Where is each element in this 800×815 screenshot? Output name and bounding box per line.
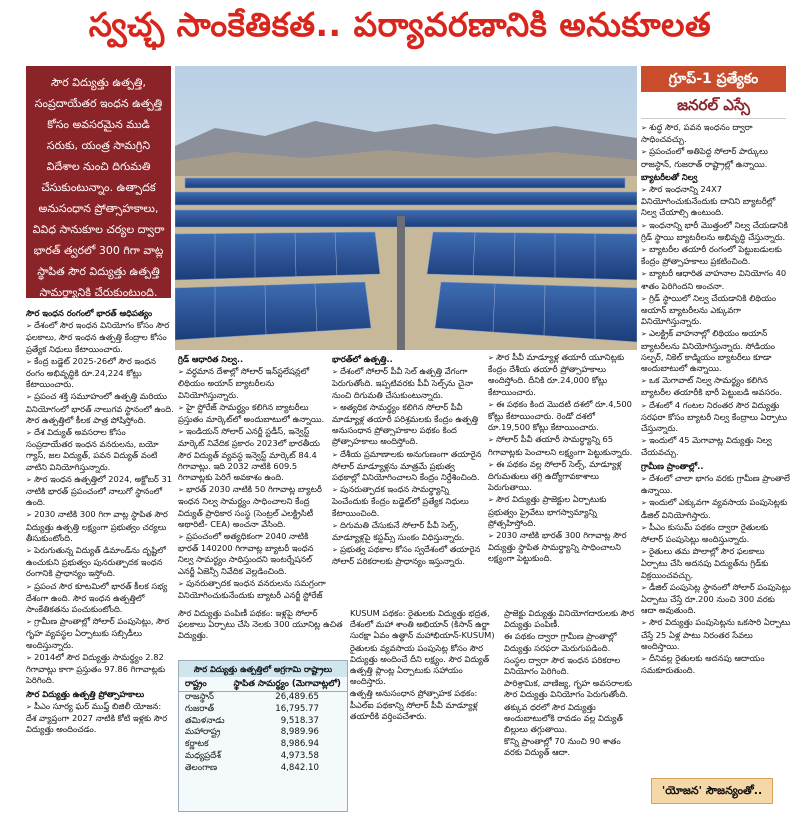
column-subheading: సౌర ఇంధన రంగంలో భారత్ ఆధిపత్యం xyxy=(26,308,153,318)
list-item: ఈ పథకం ద్వారా గ్రామీణ ప్రాంతాల్లో విద్యుత్తు సరఫరా మెరుగుపడింది. xyxy=(504,631,617,653)
table-title: సౌర విద్యుత్తు ఉత్పత్తిలో అగ్రగామి రాష్ట్రాలు xyxy=(179,661,347,677)
list-item: ➢ సోలార్ పీవీ తయారీ సామర్థ్యాన్ని 65 గిగావాట్లకు పెంచాలని లక్ష్యంగా పెట్టుకున్నారు. xyxy=(488,434,638,457)
list-item: ➢ శుద్ధ సౌర, పవన ఇంధనం ద్వారా సాధించవచ్చు. xyxy=(641,122,791,145)
list-item: ➢ గ్రిడ్ స్థాయిలో నిల్వ చేయడానికి లిథియం అయాన్ బ్యాటరీలను ఎక్కువగా వినియోగిస్తున్నారు. xyxy=(641,293,791,328)
list-item: ➢ సౌర విద్యుత్తు ప్రాజెక్టుల ఏర్పాటుకు ప్రభుత్వం ప్రైవేటు భాగస్వామ్యాన్ని ప్రోత్సహిస్తోంది. xyxy=(488,494,638,529)
list-item: ➢ ప్రపంచ సౌర కూటమిలో భారత్ కీలక సభ్య దేశంగా ఉంది. సౌర ఇంధన ఉత్పత్తిలో సాంకేతికతను పంచుకుంటోంది. xyxy=(26,581,174,616)
column-5 xyxy=(641,122,791,787)
column-subheading: భారత్‌లో ఉత్పత్తి.. xyxy=(332,354,393,364)
list-item: ➢ ప్రపంచంలో అతిపెద్ద సోలార్ పార్కులు రాజస్థాన్, గుజరాత్ రాష్ట్రాల్లో ఉన్నాయి. xyxy=(641,146,791,169)
list-item: ➢ అత్యధిక సామర్థ్యం కలిగిన సోలార్ పీవీ మాడ్యూళ్ల తయారీ పరిశ్రమలకు కేంద్రం ఉత్పత్తి అనుసంధాన ప్రోత్సాహకాల పథకం కింద ప్రోత్సాహకాలు అందిస్తోంది. xyxy=(332,402,484,448)
list-item: ➢ దేశంలో చాలా భాగం వరకు గ్రామీణ ప్రాంతాలే ఉన్నాయి. xyxy=(641,473,791,496)
section-tag xyxy=(641,66,786,118)
column-3 xyxy=(332,352,484,602)
list-item: ➢ సౌర ఇంధన ఉత్పత్తిలో 2024, అక్టోబర్ 31 నాటికి భారత్ ప్రపంచంలో నాలుగో స్థానంలో ఉంది. xyxy=(26,474,174,509)
table-row xyxy=(179,716,347,728)
table-cell-value: 8,986.94 xyxy=(280,739,319,750)
list-item: ➢ ఇంధనాన్ని భారీ మొత్తంలో నిల్వ చేయడానికి గ్రిడ్ స్థాయి బ్యాటరీలను అభివృద్ధి చేస్తున్నారు. xyxy=(641,220,791,243)
list-item: ➢ దేశ విద్యుత్ అవసరాల కోసం సంప్రదాయేతర ఇంధన వనరులను, బయో గ్యాస్, జల విద్యుత్, పవన విద్యుత్ వంటి వాటిని వినియోగిస్తున్నారు. xyxy=(26,427,174,473)
table-row xyxy=(179,763,347,775)
list-item: రైతులకు వ్యవసాయ పంపుసెట్ల కోసం సౌర విద్యుత్తు అందించే దీని లక్ష్యం. సౌర విద్యుత్ ఉత్పత్తి ప్లాంట్ల ఏర్పాటుకు సహాయం అందిస్తారు. xyxy=(350,642,490,687)
list-item: ➢ గ్రామీణ ప్రాంతాల్లో సోలార్ పంపుసెట్లు, సౌర గృహ వ్యవస్థల ఏర్పాటుకు సబ్సిడీలు అందిస్తున్నారు. xyxy=(26,616,174,651)
list-item: ➢ 2030 నాటికి 300 గిగా వాట్ల స్థాపిత సౌర విద్యుత్తు ఉత్పత్తి లక్ష్యంగా ప్రభుత్వం చర్యలు తీసుకుంటోంది. xyxy=(26,509,174,544)
table-cell-state: రాజస్థాన్ xyxy=(185,692,214,702)
list-item: ➢ ప్రపంచంలో అత్యధికంగా 2040 నాటికి భారత్ 140200 గిగావాట్ల బ్యాటరీ ఇంధన నిల్వ సామర్థ్యం సాధిస్తుందని ఇంటర్నేషనల్ ఎనర్జీ ఏజెన్సీ నివేదిక వెల్లడించింది. xyxy=(178,531,328,577)
column-subheading: సౌర విద్యుత్తు ఉత్పత్తి ప్రోత్సాహకాలు xyxy=(26,688,145,699)
list-item: సంస్థల ద్వారా సౌర ఇంధన పరికరాల వినియోగం పెరిగింది. xyxy=(504,654,621,677)
table-row xyxy=(179,739,347,751)
table-row xyxy=(179,751,347,763)
list-item: ➢ దేశంలో 4 గంటల నిరంతర సౌర విద్యుత్తు సరఫరా కోసం బ్యాటరీ నిల్వ కేంద్రాలు ఏర్పాటు చేస్తున్నారు. xyxy=(641,400,791,435)
bottom-text-2 xyxy=(350,608,500,808)
list-item: ➢ 2014లో సౌర విద్యుత్తు సామర్థ్యం 2.82 గిగావాట్లు కాగా ప్రస్తుతం 97.86 గిగావాట్లకు పెరిగింది. xyxy=(26,652,174,687)
solar-farm-image xyxy=(175,66,637,350)
list-item: ➢ ప్రభుత్వ పథకాల కోసం స్వదేశంలో తయారైన సోలార్ పరికరాలకు ప్రాధాన్యం ఇస్తున్నారు. xyxy=(332,544,484,567)
list-item: ➢ సౌర పీవీ మాడ్యూళ్ల తయారీ యూనిట్లకు కేంద్రం దేశీయ తయారీ ప్రోత్సాహకాలు అందిస్తోంది. దీనికి రూ.24,000 కోట్లు కేటాయించారు. xyxy=(488,352,638,398)
table-cell-state: కర్ణాటక xyxy=(185,739,209,750)
column-subheading: గ్రిడ్ ఆధారిత నిల్వ.. xyxy=(178,354,244,364)
table-row xyxy=(179,704,347,716)
list-item: ➢ రైతులు తమ పొలాల్లో సౌర ఫలకాలు ఏర్పాటు చేసి అదనపు విద్యుత్‌ను గ్రిడ్‌కు విక్రయించవచ్చు. xyxy=(641,546,791,581)
list-item: ➢ దేశంలో సౌర ఇంధన వినియోగం కోసం సౌర ఫలకాలు, సౌర ఇంధన ఉత్పత్తి కేంద్రాల కోసం ప్రత్యేక నిధులు కేటాయించారు. xyxy=(26,320,174,355)
list-item: ➢ దేశీయ ప్రమాణాలకు అనుగుణంగా తయారైన సోలార్ మాడ్యూళ్లను మాత్రమే ప్రభుత్వ పథకాల్లో వినియోగించాలని కేంద్రం నిర్దేశించింది. xyxy=(332,449,484,484)
source-credit: 'యోజన' సౌజన్యంతో.. xyxy=(651,778,773,804)
list-item: KUSUM పథకం: రైతులకు విద్యుత్తు భద్రత, దేశంలో మహా శాంతి అభియాన్ (కిసాన్ ఉర్జా సురక్షా ఏవం ఉత్థాన్ మహాభియాన్-KUSUM) xyxy=(350,608,495,641)
list-item: తక్కువ ధరలో సౌర విద్యుత్తు అందుబాటులోకి రావడం వల్ల విద్యుత్ బిల్లులు తగ్గుతాయి. xyxy=(504,701,623,735)
list-item: పారిశ్రామిక, వాణిజ్య, గృహ అవసరాలకు సౌర విద్యుత్తు వినియోగం పెరుగుతోంది. xyxy=(504,678,632,700)
table-cell-state: తమిళనాడు xyxy=(185,715,225,726)
list-item: ➢ ప్రపంచ శక్తి సమూహంలో ఉత్పత్తి మరియు వినియోగంలో భారత్ నాలుగవ స్థానంలో ఉంది. సౌర ఉత్పత్తిలో కీలక పాత్ర పోషిస్తోంది. xyxy=(26,391,174,426)
list-item: ➢ కేంద్ర బడ్జెట్ 2025-26లో సౌర ఇంధన రంగం అభివృద్ధికి రూ.24,224 కోట్లు కేటాయించారు. xyxy=(26,356,174,391)
list-item: ➢ డీజిల్ పంపుసెట్ల స్థానంలో సోలార్ పంపుసెట్లు ఏర్పాటు చేస్తే రూ.200 నుంచి 300 వరకు ఆదా అవుతుంది. xyxy=(641,582,791,617)
table-cell-state: తెలంగాణ xyxy=(185,762,218,773)
list-item: ➢ పీఎం కుసుమ్ పథకం ద్వారా రైతులకు సోలార్ పంపుసెట్లు అందిస్తున్నారు. xyxy=(641,522,791,545)
list-item: ప్రాజెక్టు విద్యుత్తు వినియోగదారులకు సౌర విద్యుత్తు పంపిణీ. xyxy=(504,608,635,630)
table-row xyxy=(179,727,347,739)
list-item: సౌర విద్యుత్తు పంపిణీ పథకం: ఇళ్లపై సోలార్ ఫలకాలు ఏర్పాటు చేసి నెలకు 300 యూనిట్ల ఉచిత విద్యుత్తు. xyxy=(178,608,343,641)
list-item: ➢ ఇందులో ఎక్కువగా వ్యవసాయ పంపుసెట్లకు డీజిల్ వినియోగిస్తారు. xyxy=(641,497,791,520)
solar-panels-photo xyxy=(175,66,637,350)
column-4 xyxy=(488,352,638,602)
list-item: ➢ దీనివల్ల రైతులకు అదనపు ఆదాయం సమకూరుతుంది. xyxy=(641,653,791,676)
list-item: ➢ హై స్టోరేజ్ సామర్థ్యం కలిగిన బ్యాటరీలు ప్రస్తుతం మార్కెట్‌లో అందుబాటులో ఉన్నాయి. xyxy=(178,402,328,425)
list-item: ➢ వర్ధమాన దేశాల్లో సోలార్ ఇన్‌స్టలేషన్లలో లిథియం అయాన్ బ్యాటరీలను వినియోగిస్తున్నారు. xyxy=(178,366,328,401)
list-item: ➢ ఇండియన్ సోలార్ ఎనర్జీ స్టడీస్, ఇన్వెస్ట్ మార్కెట్ నివేదిక ప్రకారం 2023లో భారతీయ సౌర విద్యుత్ వ్యవస్థ ఇన్వెస్ట్ మార్కెట్ 84.4 గిగావాట్లు. ఇది 2032 నాటికి 609.5 గిగావాట్లకు పెరిగే అవకాశం ఉంది. xyxy=(178,426,328,483)
list-item: ➢ దేశంలో సోలార్ పీవీ సెల్ ఉత్పత్తి వేగంగా పెరుగుతోంది. ఇప్పటివరకు పీవీ సెల్స్‌ను చైనా నుంచి దిగుమతి చేసుకుంటున్నారు. xyxy=(332,366,484,401)
page-headline: స్వచ్ఛ సాంకేతికత.. పర్యావరణానికి అనుకూలత xyxy=(88,4,712,44)
intro-box: సౌర విద్యుత్తు ఉత్పత్తి, సంప్రదాయేతర ఇంధన ఉత్పత్తి కోసం అవసరమైన ముడి సరుకు, యంత్ర సామగ్రిని విదేశాల నుంచి దిగుమతి చేసుకుంటున్నాం. ఉత్పాదక అనుసంధాన ప్రోత్సాహకాలు, వివిధ సానుకూల చర్యల ద్వారా భారత్ త్వరలో 300 గిగా వాట్ల స్థాపిత సౌర విద్యుత్తు ఉత్పత్తి సామర్థ్యానికి చేరుకుంటుంది. xyxy=(26,66,171,298)
table-cell-value: 9,518.37 xyxy=(280,715,319,726)
list-item: ➢ పీఎం సూర్య ఘర్ ముఫ్త్ బిజిలీ యోజన: దేశ వ్యాప్తంగా 2027 నాటికి కోటి ఇళ్లకు సౌర విద్యుత్తు అందించడం. xyxy=(26,701,174,736)
tag-group1-label: గ్రూప్-1 ప్రత్యేకం xyxy=(641,66,786,92)
list-item: ➢ బ్యాటరీల తయారీ రంగంలో పెట్టుబడులకు కేంద్రం ప్రోత్సాహకాలు ప్రకటించింది. xyxy=(641,244,791,267)
column-subheading: బ్యాటరీలతో నిల్వ xyxy=(641,171,698,182)
tag-general-essay-label: జనరల్ ఎస్సే xyxy=(641,92,786,119)
list-item: ➢ భారత్ 2030 నాటికి 50 గిగావాట్ల బ్యాటరీ ఇంధన నిల్వ సామర్థ్యం సాధించాలని కేంద్ర విద్యుత్ ప్రాధికార సంస్థ (సెంట్రల్ ఎలక్ట్రిసిటీ అథారిటీ- CEA) అంచనా వేసింది. xyxy=(178,484,328,530)
state-capacity-table xyxy=(178,660,348,812)
list-item: ➢ పునరుత్పాదక ఇంధన సామర్థ్యాన్ని పెంచేందుకు కేంద్రం బడ్జెట్‌లో ప్రత్యేక నిధులు కేటాయించింది. xyxy=(332,484,484,519)
table-header-state: రాష్ట్రం xyxy=(185,679,207,689)
list-item: ➢ బ్యాటరీ ఆధారిత వాహనాల వినియోగం 40 శాతం పెరిగిందని అంచనా. xyxy=(641,268,791,291)
table-cell-state: మహారాష్ట్ర xyxy=(185,727,221,738)
list-item: ఉత్పత్తి అనుసంధాన ప్రోత్సాహక పథకం: పీఎల్‌ఐ పథకాన్ని సోలార్ పీవీ మాడ్యూళ్ల తయారీకి వర్తింపచేశారు. xyxy=(350,688,478,721)
table-cell-value: 4,842.10 xyxy=(280,762,319,773)
list-item: ➢ పెరుగుతున్న విద్యుత్ డిమాండ్‌ను దృష్టిలో ఉంచుకుని ప్రభుత్వం పునరుత్పాదక ఇంధన రంగానికి ప్రాధాన్యం ఇస్తోంది. xyxy=(26,545,174,580)
table-cell-value: 26,489.65 xyxy=(275,692,319,702)
list-item: ➢ సౌర ఇంధనాన్ని 24X7 వినియోగించుకునేందుకు దానిని బ్యాటరీల్లో నిల్వ చేయాల్సి ఉంటుంది. xyxy=(641,184,791,219)
table-cell-state: గుజరాత్ xyxy=(185,703,215,714)
table-cell-value: 8,989.96 xyxy=(280,727,319,738)
list-item: ➢ పునరుత్పాదక ఇంధన వనరులను సమగ్రంగా వినియోగించుకునేందుకు బ్యాటరీ ఎనర్జీ స్టోరేజ్ xyxy=(178,578,328,602)
list-item: ➢ దిగుమతి చేసుకునే సోలార్ పీవీ సెల్స్, మాడ్యూళ్లపై కస్టమ్స్ సుంకం విధిస్తున్నారు. xyxy=(332,520,484,543)
table-cell-value: 16,795.77 xyxy=(275,703,319,714)
list-item: ➢ 2030 నాటికి భారత్ 300 గిగావాట్ల సౌర విద్యుత్తు స్థాపిత సామర్థ్యాన్ని సాధించాలని లక్ష్యంగా పెట్టుకుంది. xyxy=(488,530,638,565)
list-item: ➢ ఒక మెగావాట్ నిల్వ సామర్థ్యం కలిగిన బ్యాటరీల తయారీకి భారీ పెట్టుబడి అవసరం. xyxy=(641,375,791,398)
column-2 xyxy=(178,352,328,602)
bottom-text-1 xyxy=(178,608,346,656)
column-1 xyxy=(26,306,174,811)
table-header-capacity: స్థాపిత సామర్థ్యం (మెగావాట్లలో) xyxy=(233,679,341,689)
list-item: ➢ ఎలక్ట్రిక్ వాహనాల్లో లిథియం అయాన్ బ్యాటరీలను వినియోగిస్తున్నారు. సోడియం సల్ఫర్, నికెల్ కాడ్మియం బ్యాటరీలు కూడా అందుబాటులో ఉన్నాయి. xyxy=(641,328,791,374)
column-subheading: గ్రామీణ ప్రాంతాల్లో.. xyxy=(641,460,704,471)
bottom-text-3 xyxy=(504,608,638,808)
list-item: ➢ ఈ పథకం కింద మొదటి దశలో రూ.4,500 కోట్లు కేటాయించారు. రెండో దశలో రూ.19,500 కోట్లు కేటాయించారు. xyxy=(488,399,638,434)
table-row xyxy=(179,692,347,704)
table-cell-value: 4,973.58 xyxy=(280,750,319,761)
list-item: కొన్ని ప్రాంతాల్లో 70 నుంచి 90 శాతం వరకు విద్యుత్ ఆదా. xyxy=(504,736,621,758)
table-header-row xyxy=(179,677,347,692)
list-item: ➢ ఈ పథకం వల్ల సోలార్ సెల్స్, మాడ్యూళ్ల దిగుమతులు తగ్గి ఉద్యోగావకాశాలు పెరుగుతాయి. xyxy=(488,459,638,494)
list-item: ➢ సౌర విద్యుత్తు పంపుసెట్లను ఒకసారి ఏర్పాటు చేస్తే 25 ఏళ్ల పాటు నిరంతర సేవలు అందిస్తాయి. xyxy=(641,617,791,652)
table-cell-state: మధ్యప్రదేశ్ xyxy=(185,750,221,761)
list-item: ➢ ఇందులో 45 మెగావాట్ల విద్యుత్తు నిల్వ చేయవచ్చు. xyxy=(641,435,791,458)
